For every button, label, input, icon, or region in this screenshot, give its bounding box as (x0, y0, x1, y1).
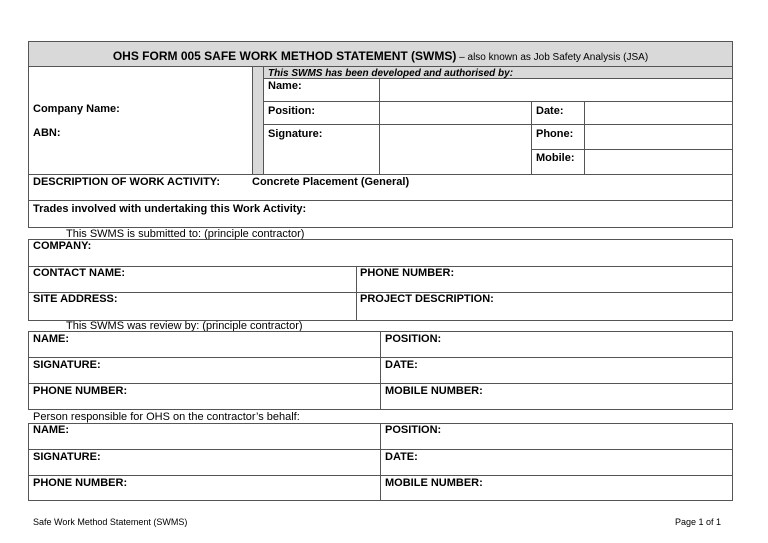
responsible-phone-label: PHONE NUMBER: (33, 477, 128, 489)
responsible-signature-label: SIGNATURE: (33, 451, 101, 463)
footer-title: Safe Work Method Statement (SWMS) (33, 517, 188, 527)
position-label: Position: (268, 105, 316, 117)
company-name-label: Company Name: (33, 103, 120, 115)
responsible-caption: Person responsible for OHS on the contractor’s behalf: (33, 411, 300, 423)
submitted-caption: This SWMS is submitted to: (principle contractor) (66, 228, 305, 240)
signature-label: Signature: (268, 128, 323, 140)
abn-label: ABN: (33, 127, 61, 139)
responsible-position-label: POSITION: (385, 424, 442, 436)
reviewed-signature-label: SIGNATURE: (33, 359, 101, 371)
form-title-suffix: – also known as Job Safety Analysis (JSA) (456, 52, 649, 63)
work-activity-value: Concrete Placement (General) (252, 176, 410, 188)
submitted-company-label: COMPANY: (33, 240, 92, 252)
name-label: Name: (268, 80, 302, 92)
form-title (29, 49, 732, 63)
trades-label: Trades involved with undertaking this Work Activity: (33, 203, 307, 215)
date-label: Date: (536, 105, 564, 117)
reviewed-caption: This SWMS was review by: (principle contractor) (66, 320, 303, 332)
responsible-name-label: NAME: (33, 424, 70, 436)
submitted-table (28, 239, 733, 321)
submitted-site-label: SITE ADDRESS: (33, 293, 118, 305)
responsible-mobile-label: MOBILE NUMBER: (385, 477, 483, 489)
responsible-date-label: DATE: (385, 451, 418, 463)
company-section-divider-shade (252, 67, 263, 174)
mobile-label: Mobile: (536, 152, 575, 164)
submitted-phone-label: PHONE NUMBER: (360, 267, 455, 279)
reviewed-position-label: POSITION: (385, 333, 442, 345)
submitted-contact-label: CONTACT NAME: (33, 267, 126, 279)
phone-label: Phone: (536, 128, 574, 140)
submitted-project-label: PROJECT DESCRIPTION: (360, 293, 494, 305)
reviewed-name-label: NAME: (33, 333, 70, 345)
reviewed-date-label: DATE: (385, 359, 418, 371)
reviewed-phone-label: PHONE NUMBER: (33, 385, 128, 397)
form-title-bar (28, 41, 733, 67)
form-title-main: OHS FORM 005 SAFE WORK METHOD STATEMENT (SWMS) (112, 49, 457, 63)
footer-page-number: Page 1 of 1 (674, 517, 721, 527)
reviewed-mobile-label: MOBILE NUMBER: (385, 385, 483, 397)
work-activity-label: DESCRIPTION OF WORK ACTIVITY: (33, 176, 220, 188)
company-section (28, 66, 733, 175)
authorised-note: This SWMS has been developed and authorised by: (268, 68, 514, 79)
